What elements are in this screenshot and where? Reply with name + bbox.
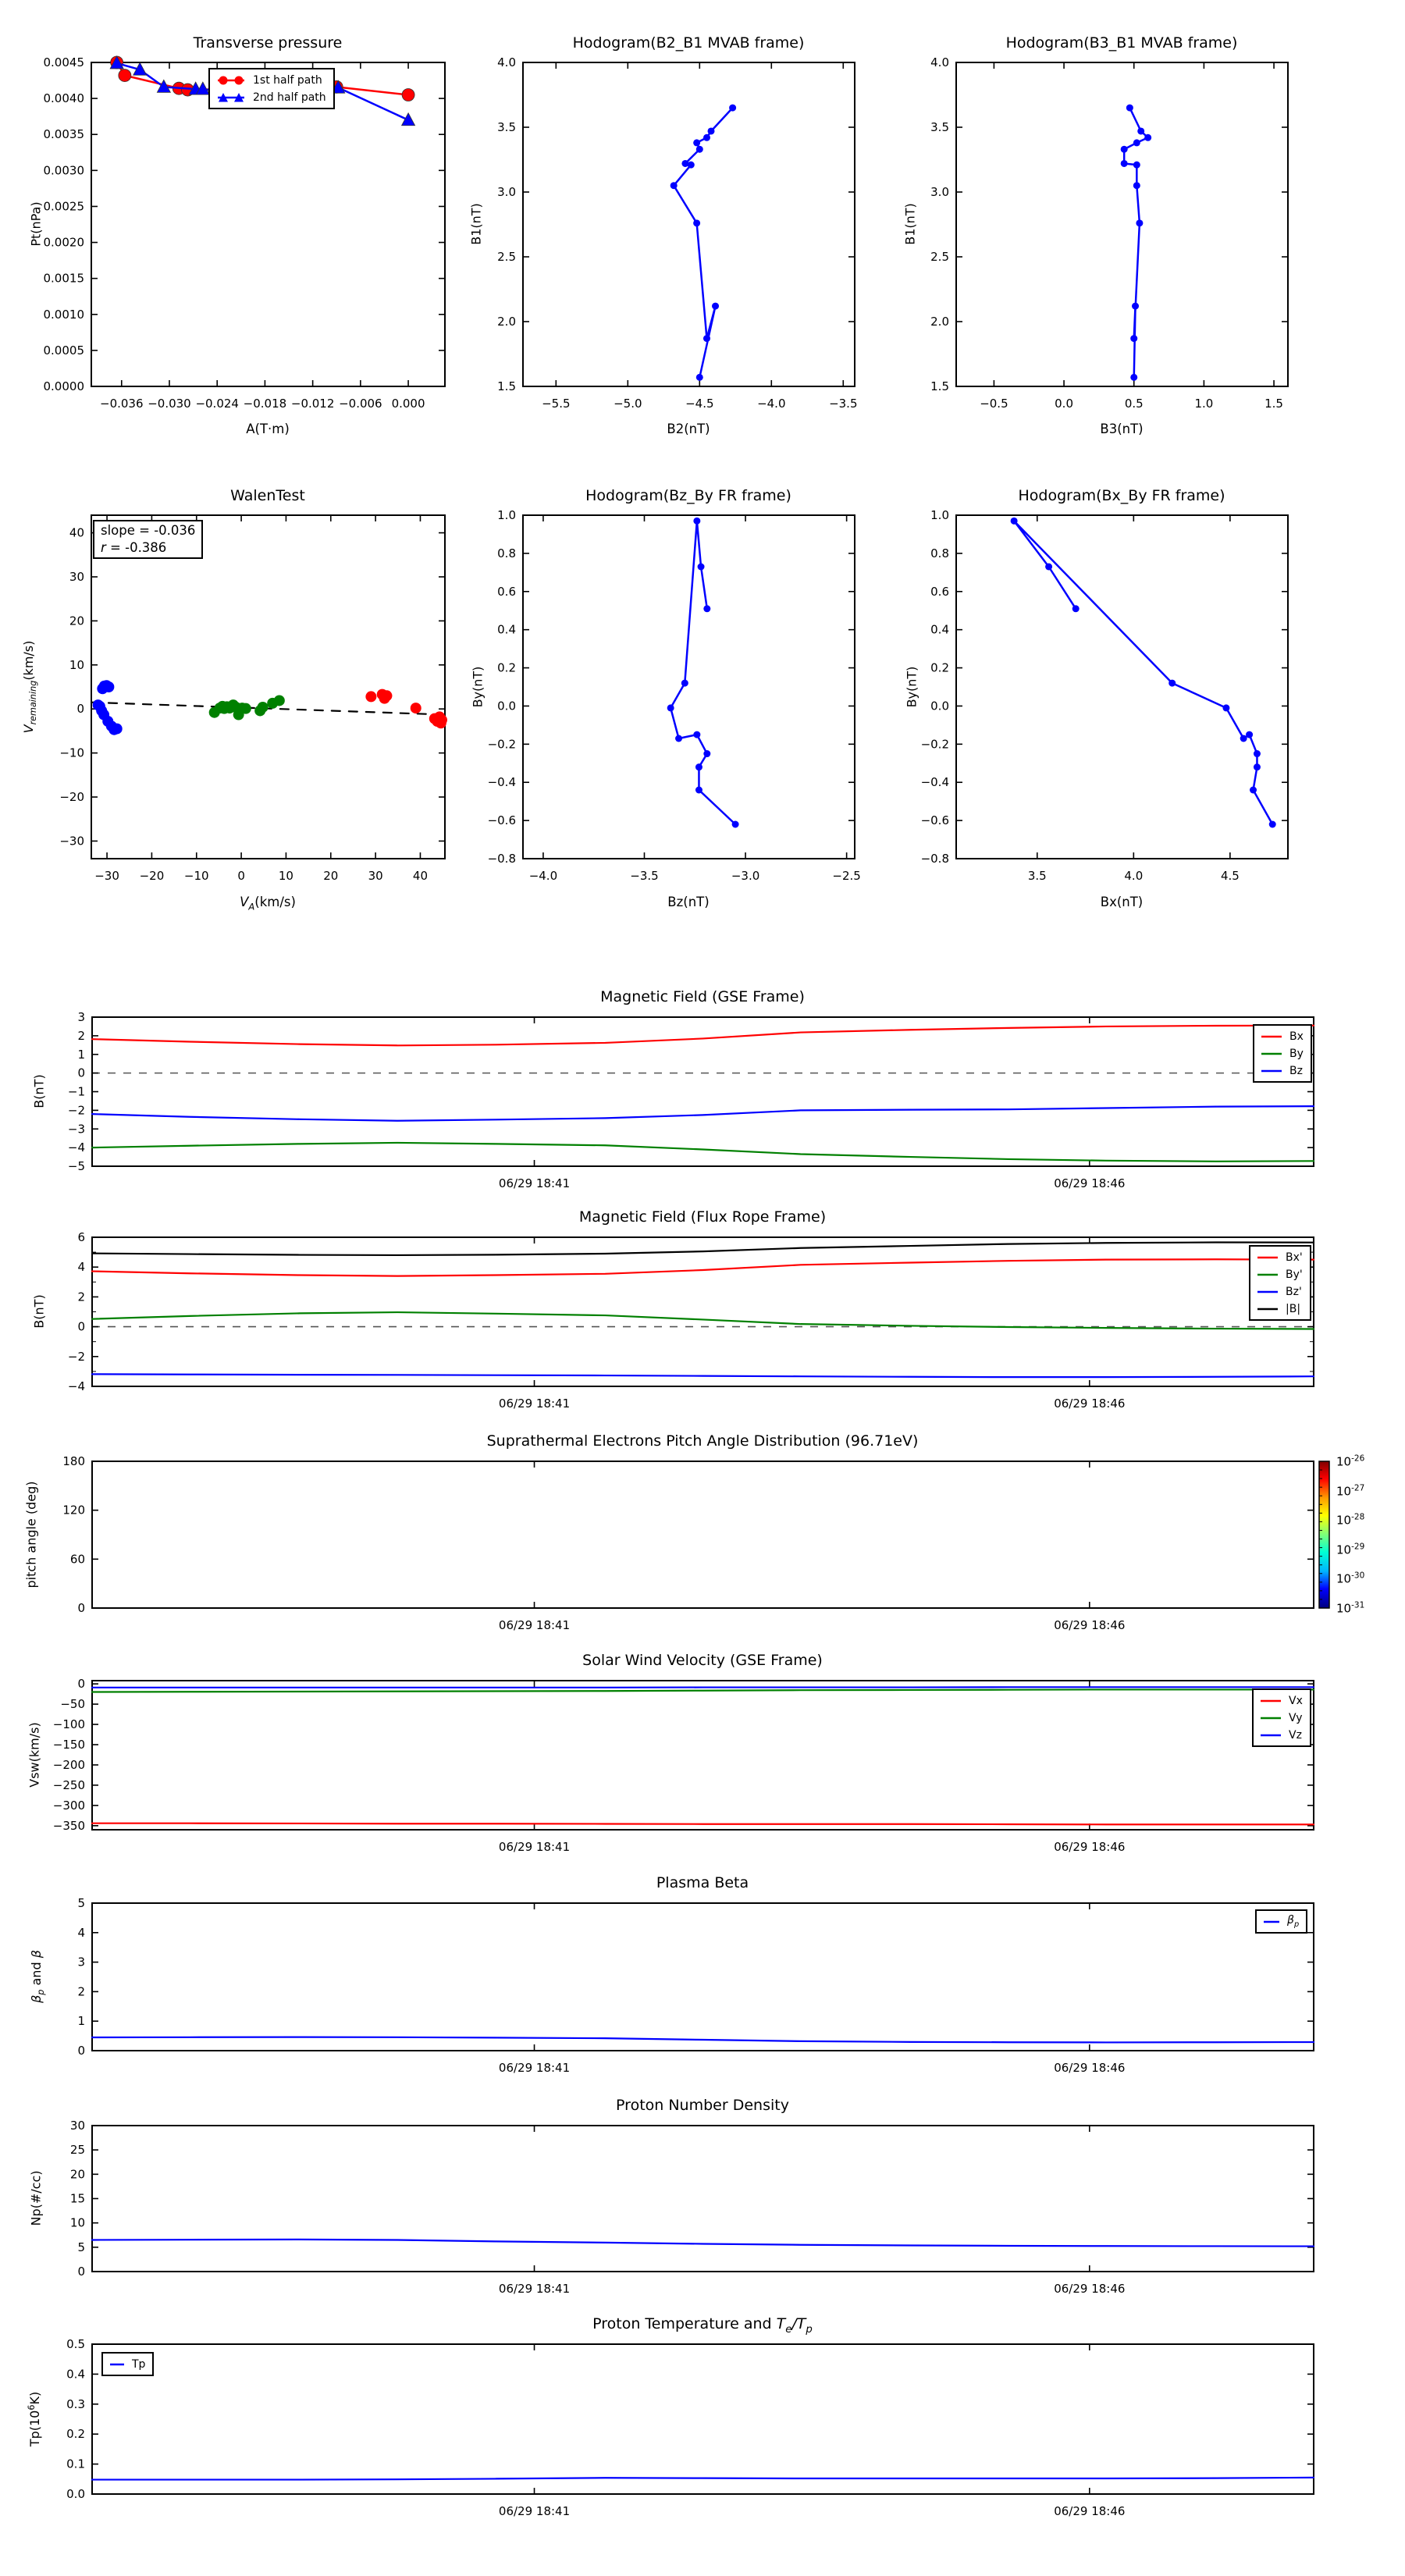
svg-text:20: 20 <box>323 869 339 883</box>
chart-title: Plasma Beta <box>656 1874 749 1891</box>
x-axis-label: $V_A(km/s)$ <box>240 895 296 913</box>
legend-label: By' <box>1286 1268 1303 1281</box>
x-axis-label: Bz(nT) <box>667 895 710 909</box>
svg-text:1.0: 1.0 <box>1194 397 1214 411</box>
svg-text:−0.030: −0.030 <box>148 397 191 411</box>
line-sample-icon <box>1262 1918 1281 1926</box>
svg-text:30: 30 <box>368 869 383 883</box>
chart-title: Magnetic Field (GSE Frame) <box>600 988 805 1005</box>
colorbar-tick-label: $10^{-27}$ <box>1336 1483 1365 1499</box>
chart-title: Hodogram(B3_B1 MVAB frame) <box>1005 34 1238 52</box>
chart-title: Magnetic Field (Flux Rope Frame) <box>578 1208 827 1226</box>
svg-text:06/29 18:46: 06/29 18:46 <box>1054 2061 1126 2075</box>
svg-text:15: 15 <box>69 2191 85 2206</box>
svg-text:−20: −20 <box>139 869 165 883</box>
svg-text:25: 25 <box>69 2143 85 2158</box>
svg-text:0.0020: 0.0020 <box>43 235 84 250</box>
chart-title: Solar Wind Velocity (GSE Frame) <box>582 1652 823 1669</box>
svg-text:3.0: 3.0 <box>930 185 949 199</box>
svg-text:6: 6 <box>77 1230 85 1244</box>
svg-text:0.2: 0.2 <box>930 660 949 675</box>
legend-magnetic-field-gse <box>1253 1024 1312 1083</box>
line-sample-icon <box>1259 1697 1282 1705</box>
svg-text:−150: −150 <box>52 1738 85 1752</box>
svg-text:06/29 18:46: 06/29 18:46 <box>1054 1840 1126 1854</box>
svg-text:0.4: 0.4 <box>66 2367 85 2382</box>
chart-title: Proton Temperature and $T_e/T_p$ <box>592 2315 813 2336</box>
svg-text:0.0000: 0.0000 <box>43 379 84 393</box>
svg-text:−4.0: −4.0 <box>528 869 558 883</box>
svg-text:−0.024: −0.024 <box>195 397 239 411</box>
svg-text:20: 20 <box>69 614 84 628</box>
legend-label: By <box>1289 1047 1304 1060</box>
legend-label: Vx <box>1289 1694 1303 1707</box>
legend-entry <box>1260 1045 1304 1062</box>
svg-text:180: 180 <box>62 1454 85 1468</box>
svg-text:10: 10 <box>69 2215 85 2230</box>
legend-label: Vz <box>1289 1728 1302 1742</box>
svg-text:06/29 18:46: 06/29 18:46 <box>1054 1176 1126 1190</box>
svg-text:−200: −200 <box>52 1757 85 1772</box>
y-axis-label: Pt(nPa) <box>28 201 44 247</box>
y-axis-label: $\beta_p$ and β <box>28 1950 47 2003</box>
legend-entry <box>215 89 326 105</box>
walen-r-value: r = -0.386 <box>101 539 167 555</box>
panel-proton-temperature <box>66 2337 1314 2518</box>
legend-label: Vy <box>1289 1711 1303 1724</box>
svg-text:0.5: 0.5 <box>66 2337 85 2351</box>
svg-text:0: 0 <box>77 1601 85 1615</box>
circle-line-marker-icon <box>215 74 247 87</box>
panel-magnetic-field-fr <box>68 1230 1314 1411</box>
y-axis-label: Np(#/cc) <box>28 2170 44 2226</box>
chart-title: Suprathermal Electrons Pitch Angle Distribution (96.71eV) <box>486 1432 919 1450</box>
chart-title: WalenTest <box>230 487 305 504</box>
svg-text:06/29 18:46: 06/29 18:46 <box>1054 2282 1126 2296</box>
colorbar-tick-label: $10^{-30}$ <box>1336 1571 1365 1586</box>
svg-text:−50: −50 <box>60 1697 85 1712</box>
svg-text:1.0: 1.0 <box>497 508 516 522</box>
panel-proton-density <box>70 2119 1314 2296</box>
svg-text:0.000: 0.000 <box>391 397 425 411</box>
svg-text:−5.0: −5.0 <box>614 397 642 411</box>
svg-text:0.1: 0.1 <box>66 2457 85 2471</box>
svg-text:0.2: 0.2 <box>497 660 516 675</box>
y-axis-label: B(nT) <box>31 1074 47 1108</box>
svg-text:−4: −4 <box>67 1379 85 1393</box>
svg-text:30: 30 <box>69 569 84 584</box>
svg-text:06/29 18:46: 06/29 18:46 <box>1054 1397 1126 1411</box>
legend-label: Bx <box>1289 1030 1304 1043</box>
svg-text:40: 40 <box>412 869 429 883</box>
svg-text:0.3: 0.3 <box>66 2396 85 2411</box>
y-axis-label: pitch angle (deg) <box>23 1481 39 1589</box>
legend-entry <box>1256 1249 1303 1265</box>
svg-text:−10: −10 <box>59 745 84 760</box>
svg-text:0: 0 <box>77 1677 85 1692</box>
panel-solar-wind-velocity <box>53 1677 1314 1854</box>
svg-text:3: 3 <box>77 1010 85 1024</box>
legend-label: Tp <box>132 2357 146 2371</box>
svg-text:−0.006: −0.006 <box>339 397 382 411</box>
svg-text:2.0: 2.0 <box>930 315 949 329</box>
svg-text:−0.018: −0.018 <box>243 397 287 411</box>
svg-text:−3.5: −3.5 <box>829 397 858 411</box>
svg-text:06/29 18:46: 06/29 18:46 <box>1054 1618 1126 1632</box>
svg-text:06/29 18:41: 06/29 18:41 <box>498 1176 571 1190</box>
svg-text:−250: −250 <box>52 1777 85 1792</box>
colorbar-tick-label: $10^{-29}$ <box>1336 1542 1365 1557</box>
svg-text:4.0: 4.0 <box>930 55 949 69</box>
legend-entry <box>1259 1692 1303 1709</box>
svg-text:4: 4 <box>77 1260 85 1275</box>
svg-text:2: 2 <box>77 1290 85 1304</box>
panel-hodogram-b3-b1 <box>930 55 1288 411</box>
line-sample-icon <box>1259 1731 1282 1739</box>
svg-text:30: 30 <box>69 2119 85 2133</box>
svg-text:−30: −30 <box>94 869 119 883</box>
svg-text:0: 0 <box>77 1066 85 1080</box>
svg-text:5: 5 <box>77 1896 85 1910</box>
svg-text:−0.2: −0.2 <box>920 737 949 752</box>
svg-text:−2: −2 <box>67 1349 85 1364</box>
triangle-line-marker-icon <box>215 91 247 104</box>
svg-text:06/29 18:41: 06/29 18:41 <box>498 1840 571 1854</box>
x-axis-label: B3(nT) <box>1100 422 1144 436</box>
svg-text:−5.5: −5.5 <box>542 397 571 411</box>
svg-text:0.0005: 0.0005 <box>43 343 84 358</box>
panel-walen-test <box>59 515 447 883</box>
svg-text:4: 4 <box>77 1925 85 1940</box>
svg-text:−300: −300 <box>52 1798 85 1813</box>
line-sample-icon <box>108 2361 126 2368</box>
y-axis-label: Vsw(km/s) <box>27 1722 42 1788</box>
y-axis-label: By(nT) <box>904 666 919 708</box>
svg-text:1.5: 1.5 <box>497 379 516 393</box>
svg-text:0.0040: 0.0040 <box>43 91 84 106</box>
svg-text:−0.6: −0.6 <box>920 813 949 828</box>
svg-text:0: 0 <box>237 869 245 883</box>
svg-text:−0.2: −0.2 <box>487 737 516 752</box>
svg-text:−10: −10 <box>183 869 209 883</box>
svg-text:0: 0 <box>77 1319 85 1334</box>
panel-plasma-beta <box>77 1896 1314 2075</box>
svg-text:−30: −30 <box>59 834 84 849</box>
svg-text:−3.0: −3.0 <box>731 869 760 883</box>
svg-text:−2: −2 <box>67 1103 85 1118</box>
svg-text:2.5: 2.5 <box>930 250 949 264</box>
svg-text:20: 20 <box>69 2167 85 2182</box>
y-axis-label: $Tp(10^6K)$ <box>26 2391 43 2447</box>
y-axis-label: $V_{remaining}(km/s)$ <box>20 640 39 734</box>
line-sample-icon <box>1260 1033 1283 1041</box>
legend-label: Bz' <box>1286 1285 1302 1298</box>
svg-text:1: 1 <box>77 1047 85 1062</box>
panel-hodogram-bz-by <box>488 508 861 883</box>
panel-hodogram-bx-by <box>921 508 1288 883</box>
svg-text:06/29 18:46: 06/29 18:46 <box>1054 2504 1126 2518</box>
panel-pitch-angle-distribution <box>62 1454 1329 1632</box>
panel-magnetic-field-gse <box>68 1010 1314 1190</box>
svg-text:0.0035: 0.0035 <box>43 127 84 142</box>
line-sample-icon <box>1256 1288 1279 1296</box>
legend-entry <box>1260 1028 1304 1044</box>
svg-text:3.0: 3.0 <box>497 185 516 199</box>
svg-text:−2.5: −2.5 <box>832 869 861 883</box>
walen-fit-annotation <box>93 520 203 559</box>
svg-text:−3: −3 <box>67 1122 85 1137</box>
svg-text:0: 0 <box>76 702 84 717</box>
svg-text:3.5: 3.5 <box>930 120 949 134</box>
svg-text:1: 1 <box>77 2014 85 2029</box>
svg-text:0.0030: 0.0030 <box>43 163 84 178</box>
svg-text:−0.5: −0.5 <box>980 397 1008 411</box>
svg-text:06/29 18:41: 06/29 18:41 <box>498 2504 571 2518</box>
svg-text:0.8: 0.8 <box>930 546 949 560</box>
legend-label: 1st half path <box>253 73 322 87</box>
svg-text:120: 120 <box>62 1503 85 1517</box>
svg-text:06/29 18:41: 06/29 18:41 <box>498 1397 571 1411</box>
svg-text:−4.0: −4.0 <box>757 397 786 411</box>
chart-title: Hodogram(Bx_By FR frame) <box>1018 487 1225 504</box>
svg-text:10: 10 <box>278 869 293 883</box>
legend-entry <box>1256 1266 1303 1283</box>
svg-text:60: 60 <box>69 1552 85 1567</box>
legend-entry <box>108 2356 145 2372</box>
svg-text:−0.4: −0.4 <box>920 775 949 790</box>
line-sample-icon <box>1256 1271 1279 1279</box>
svg-text:5: 5 <box>77 2240 85 2254</box>
legend-label: |B| <box>1286 1302 1301 1315</box>
svg-text:−0.036: −0.036 <box>100 397 144 411</box>
chart-title: Proton Number Density <box>616 2097 789 2114</box>
legend-entry <box>215 72 326 88</box>
svg-text:3: 3 <box>77 1955 85 1969</box>
y-axis-label: By(nT) <box>470 666 486 708</box>
svg-text:0.0: 0.0 <box>1055 397 1074 411</box>
svg-text:−0.6: −0.6 <box>487 813 516 828</box>
svg-text:0.6: 0.6 <box>497 584 516 599</box>
svg-text:0: 0 <box>77 2044 85 2058</box>
y-axis-label: B(nT) <box>31 1294 47 1329</box>
x-axis-label: A(T·m) <box>246 422 290 436</box>
legend-magnetic-field-fr <box>1249 1245 1311 1321</box>
legend-entry <box>1259 1710 1303 1726</box>
svg-text:−3.5: −3.5 <box>630 869 659 883</box>
svg-text:0.0: 0.0 <box>497 699 516 713</box>
line-sample-icon <box>1260 1050 1283 1058</box>
svg-text:0.0045: 0.0045 <box>43 55 84 69</box>
legend-label: Bx' <box>1286 1251 1303 1264</box>
svg-text:4.0: 4.0 <box>497 55 516 69</box>
svg-text:0.2: 0.2 <box>66 2427 85 2442</box>
svg-text:1.5: 1.5 <box>1264 397 1283 411</box>
svg-text:2.0: 2.0 <box>497 315 516 329</box>
line-sample-icon <box>1256 1305 1279 1313</box>
svg-text:0.0: 0.0 <box>930 699 949 713</box>
svg-text:0.0025: 0.0025 <box>43 199 84 214</box>
svg-text:−0.4: −0.4 <box>487 775 516 790</box>
svg-text:0.4: 0.4 <box>930 622 949 637</box>
legend-label: $\beta_p$ <box>1287 1914 1300 1929</box>
svg-text:−20: −20 <box>59 790 84 805</box>
legend-label: 2nd half path <box>253 91 326 104</box>
svg-text:−100: −100 <box>52 1717 85 1732</box>
svg-text:−0.012: −0.012 <box>290 397 335 411</box>
svg-text:4.0: 4.0 <box>1124 869 1144 883</box>
svg-text:4.5: 4.5 <box>1220 869 1240 883</box>
legend-transverse-pressure <box>208 68 335 109</box>
legend-entry <box>1262 1913 1299 1930</box>
svg-text:0.0015: 0.0015 <box>43 271 84 286</box>
chart-title: Transverse pressure <box>193 34 343 52</box>
svg-text:−4.5: −4.5 <box>685 397 714 411</box>
legend-label: Bz <box>1289 1064 1303 1077</box>
legend-entry <box>1256 1283 1303 1300</box>
svg-text:06/29 18:41: 06/29 18:41 <box>498 2061 571 2075</box>
y-axis-label: B1(nT) <box>902 203 918 245</box>
svg-text:3.5: 3.5 <box>497 120 516 134</box>
colorbar-tick-label: $10^{-26}$ <box>1336 1453 1365 1469</box>
svg-text:2: 2 <box>77 1028 85 1043</box>
svg-text:10: 10 <box>69 657 84 672</box>
legend-proton-temperature <box>101 2352 154 2376</box>
y-axis-label: B1(nT) <box>468 203 484 245</box>
svg-text:−4: −4 <box>67 1140 85 1155</box>
svg-text:3.5: 3.5 <box>1027 869 1047 883</box>
svg-text:0.0: 0.0 <box>66 2487 85 2501</box>
colorbar-tick-label: $10^{-31}$ <box>1336 1600 1365 1616</box>
line-sample-icon <box>1256 1254 1279 1261</box>
legend-entry <box>1256 1300 1303 1317</box>
legend-solar-wind-velocity <box>1252 1688 1311 1747</box>
legend-entry <box>1259 1727 1303 1743</box>
svg-text:0.0010: 0.0010 <box>43 307 84 322</box>
svg-text:1.0: 1.0 <box>930 508 949 522</box>
svg-text:2: 2 <box>77 1984 85 1999</box>
legend-plasma-beta <box>1255 1909 1307 1934</box>
line-sample-icon <box>1260 1067 1283 1075</box>
svg-text:−5: −5 <box>67 1159 85 1173</box>
svg-text:06/29 18:41: 06/29 18:41 <box>498 2282 571 2296</box>
svg-text:06/29 18:41: 06/29 18:41 <box>498 1618 571 1632</box>
svg-text:−0.8: −0.8 <box>920 852 949 866</box>
svg-text:40: 40 <box>69 525 84 540</box>
svg-text:0.5: 0.5 <box>1124 397 1144 411</box>
svg-text:2.5: 2.5 <box>497 250 516 264</box>
chart-title: Hodogram(B2_B1 MVAB frame) <box>572 34 805 52</box>
svg-text:−350: −350 <box>52 1818 85 1833</box>
x-axis-label: B2(nT) <box>667 422 710 436</box>
svg-text:−0.8: −0.8 <box>487 852 516 866</box>
line-sample-icon <box>1259 1714 1282 1722</box>
panel-hodogram-b2-b1 <box>497 55 857 411</box>
legend-entry <box>1260 1062 1304 1079</box>
x-axis-label: Bx(nT) <box>1100 895 1144 909</box>
chart-title: Hodogram(Bz_By FR frame) <box>585 487 791 504</box>
colorbar-tick-label: $10^{-28}$ <box>1336 1512 1365 1528</box>
svg-text:−1: −1 <box>67 1084 85 1099</box>
walen-slope-value: slope = -0.036 <box>101 523 196 538</box>
svg-text:1.5: 1.5 <box>930 379 949 393</box>
svg-text:0: 0 <box>77 2265 85 2279</box>
svg-text:0.6: 0.6 <box>930 584 949 599</box>
svg-text:0.4: 0.4 <box>497 622 516 637</box>
svg-text:0.8: 0.8 <box>497 546 516 560</box>
